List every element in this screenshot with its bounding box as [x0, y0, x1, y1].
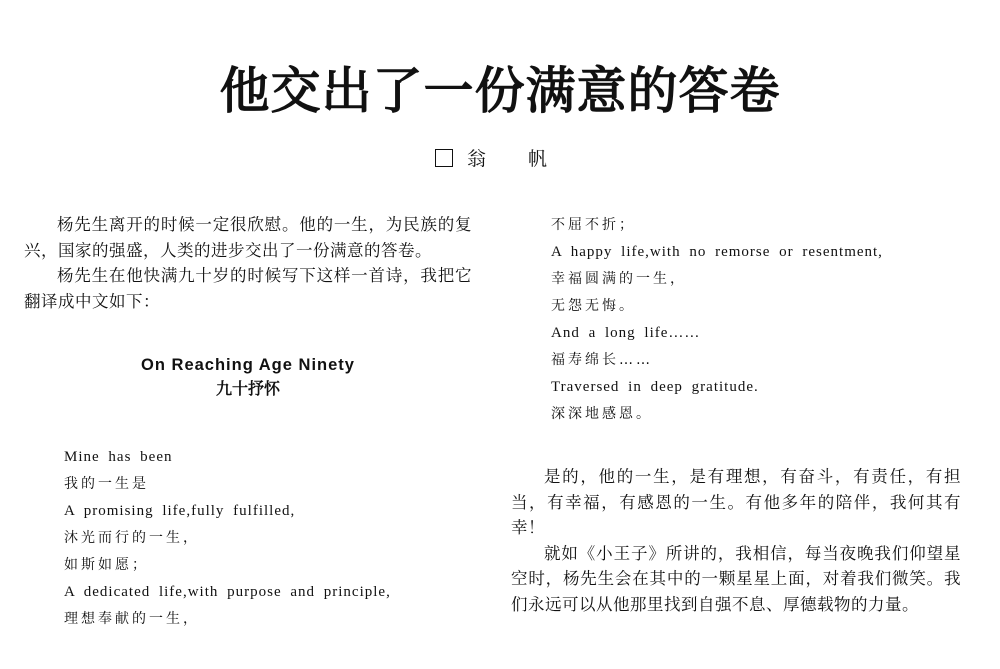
poem-line: 福寿绵长…… [551, 352, 653, 368]
poem-heading [24, 354, 472, 400]
poem-line: 沐光而行的一生， [64, 530, 200, 546]
author-byline [0, 146, 1000, 172]
paragraph: 杨先生在他快满九十岁的时候写下这样一首诗，我把它翻译成中文如下： [24, 266, 472, 311]
poem-line: 我的一生是 [64, 476, 149, 492]
paragraph: 是的，他的一生，是有理想，有奋斗，有责任，有担当，有幸福，有感恩的一生。有他多年的陪伴，我何其有幸！ [511, 467, 961, 537]
author-name: 翁 帆 [466, 148, 566, 170]
paragraph: 就如《小王子》所讲的，我相信，每当夜晚我们仰望星空时，杨先生会在其中的一颗星星上面，对着我们微笑。我们永远可以从他那里找到自强不息、厚德载物的力量。 [511, 543, 961, 614]
poem-line: Traversed in deep gratitude. [551, 379, 759, 395]
poem-line: A promising life,fully fulfilled, [64, 503, 296, 519]
poem-line: A dedicated life,with purpose and principle, [64, 584, 391, 600]
left-column [24, 212, 472, 633]
poem-line: 深深地感恩。 [551, 406, 653, 422]
right-column [511, 212, 961, 617]
poem-line: And a long life…… [551, 325, 701, 341]
paragraph: 杨先生离开的时候一定很欣慰。他的一生，为民族的复兴，国家的强盛，人类的进步交出了一份满意的答卷。 [24, 215, 472, 260]
poem-line: Mine has been [64, 449, 173, 465]
poem-title-english: On Reaching Age Ninety [141, 356, 355, 374]
poem-line: 幸福圆满的一生， [551, 271, 687, 287]
square-box-icon [435, 149, 453, 167]
poem-title-chinese: 九十抒怀 [215, 379, 280, 398]
poem-line: A happy life,with no remorse or resentment, [551, 244, 883, 260]
poem-line: 理想奉献的一生， [64, 611, 200, 627]
poem-line: 无怨无悔。 [551, 298, 636, 314]
poem-block-right [511, 212, 961, 428]
poem-line: 如斯如愿； [64, 557, 149, 573]
poem-line: 不屈不折； [551, 217, 636, 233]
article-title: 他交出了一份满意的答卷 [219, 62, 781, 120]
closing-paragraphs [511, 464, 961, 617]
poem-block-left [24, 444, 472, 633]
